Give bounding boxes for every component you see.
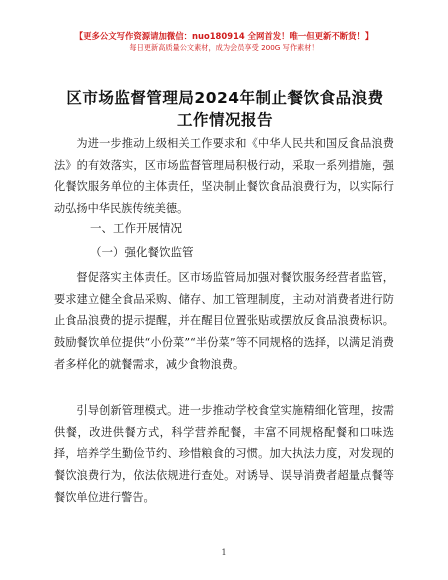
promo-banner-line2: 每日更新高质量公文素材，成为会员享受 200G 写作素材！ bbox=[129, 43, 319, 52]
body-paragraph-1: 督促落实主体责任。区市场监管局加强对餐饮服务经营者监管，要求建立健全食品采购、储存、加工管理制度，主动对消费者进行防止食品浪费的提示提醒，并在醒目位置张贴或摆放反食品浪费标识。鼓励餐饮单位提供“小份菜”“半份菜”等不同规格的选择，以满足消费者多样化的就餐需求，减少食物浪费。 bbox=[54, 271, 394, 371]
body-paragraph-2: 引导创新管理模式。进一步推动学校食堂实施精细化管理，按需供餐，改进供餐方式，科学营养配餐，丰富不同规格配餐和口味选择，培养学生勤俭节约、珍惜粮食的习惯。加大执法力度，对发现的餐饮浪费行为，依法依规进行查处。对诱导、误导消费者超量点餐等餐饮单位进行警告。 bbox=[54, 404, 394, 504]
intro-paragraph: 为进一步推动上级相关工作要求和《中华人民共和国反食品浪费法》的有效落实，区市场监督管理局积极行动，采取一系列措施，强化餐饮服务单位的主体责任，坚决制止餐饮食品浪费行为，以实际行动弘扬中华民族传统美德。 bbox=[54, 137, 394, 216]
subsection-heading: （一）强化餐饮监管 bbox=[90, 245, 194, 259]
document-title: 区市场监督管理局2024年制止餐饮食品浪费工作情况报告 bbox=[66, 89, 384, 129]
section-heading: 一、工作开展情况 bbox=[90, 221, 182, 235]
promo-banner-line1: 【更多公文写作资源请加微信：nuo180914 全网首发！唯一但更新不断货！】 bbox=[74, 31, 374, 41]
page-number: 1 bbox=[221, 548, 227, 557]
